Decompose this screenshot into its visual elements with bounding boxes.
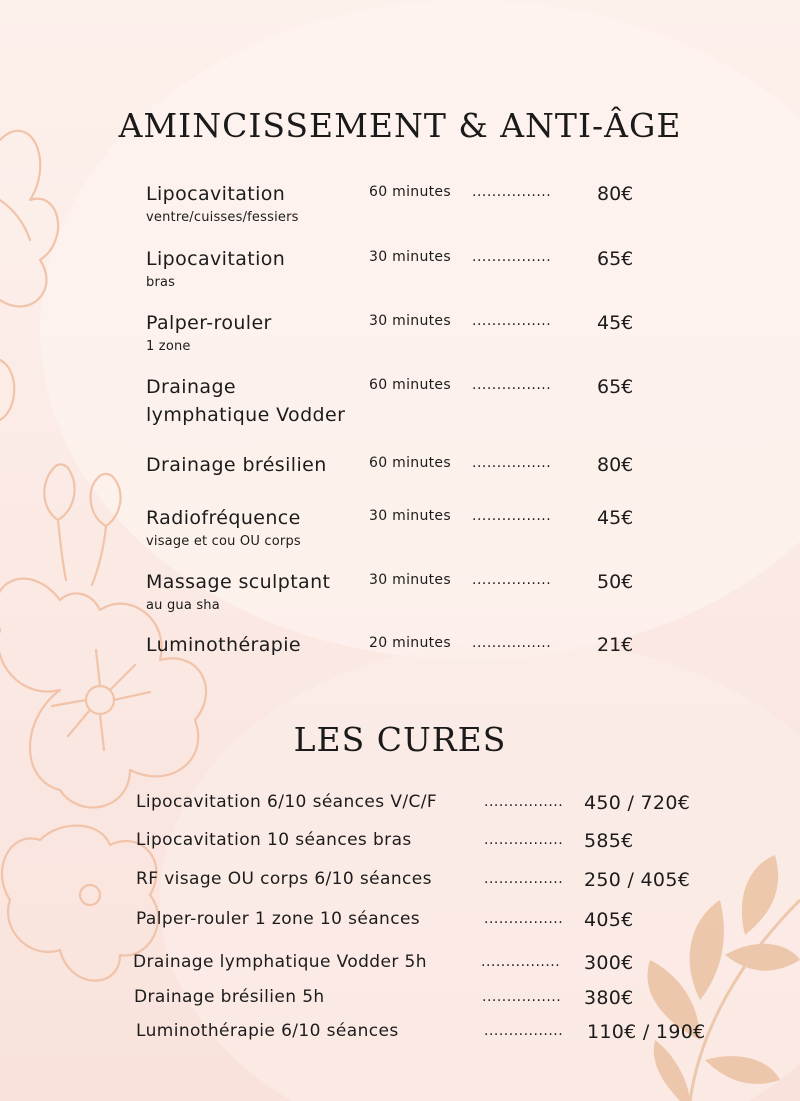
cure-name: Luminothérapie 6/10 séances bbox=[136, 1021, 399, 1041]
cure-price: 585€ bbox=[584, 830, 634, 852]
dot-leader: ................ bbox=[484, 1023, 564, 1039]
cure-row bbox=[0, 985, 800, 1015]
treatment-subtitle: visage et cou OU corps bbox=[146, 534, 301, 549]
cure-row bbox=[0, 907, 800, 937]
dot-leader: ................ bbox=[472, 455, 552, 471]
treatment-row bbox=[0, 309, 800, 369]
cure-row bbox=[0, 867, 800, 897]
dot-leader: ................ bbox=[472, 313, 552, 329]
treatment-duration: 60 minutes bbox=[369, 184, 451, 200]
section-title-amincissement: AMINCISSEMENT & ANTI-ÂGE bbox=[118, 106, 682, 145]
section-title-cures: LES CURES bbox=[293, 720, 507, 759]
cure-row bbox=[0, 790, 800, 820]
treatment-subtitle: ventre/cuisses/fessiers bbox=[146, 210, 299, 225]
treatment-row bbox=[0, 373, 800, 433]
treatment-name: Lipocavitation bbox=[146, 183, 286, 205]
treatment-price: 45€ bbox=[597, 312, 634, 334]
dot-leader: ................ bbox=[484, 794, 564, 810]
treatment-price: 50€ bbox=[597, 571, 634, 593]
cure-name: Drainage brésilien 5h bbox=[134, 987, 325, 1007]
treatment-name: Luminothérapie bbox=[146, 634, 302, 656]
treatment-name: Drainage brésilien bbox=[146, 454, 327, 476]
dot-leader: ................ bbox=[472, 635, 552, 651]
cure-name: RF visage OU corps 6/10 séances bbox=[136, 869, 432, 889]
treatment-subtitle: 1 zone bbox=[146, 339, 191, 354]
dot-leader: ................ bbox=[481, 954, 561, 970]
dot-leader: ................ bbox=[482, 989, 562, 1005]
treatment-row bbox=[0, 568, 800, 628]
dot-leader: ................ bbox=[484, 911, 564, 927]
treatment-row bbox=[0, 180, 800, 240]
treatment-row bbox=[0, 631, 800, 691]
dot-leader: ................ bbox=[472, 377, 552, 393]
treatment-name: Palper-rouler bbox=[146, 312, 272, 334]
treatment-duration: 20 minutes bbox=[369, 635, 451, 651]
cure-name: Lipocavitation 10 séances bras bbox=[136, 830, 412, 850]
cure-row bbox=[0, 828, 800, 858]
cure-price: 110€ / 190€ bbox=[587, 1021, 706, 1043]
treatment-price: 45€ bbox=[597, 507, 634, 529]
cure-price: 450 / 720€ bbox=[584, 792, 691, 814]
cure-price: 300€ bbox=[584, 952, 634, 974]
dot-leader: ................ bbox=[472, 249, 552, 265]
cure-row bbox=[0, 1019, 800, 1049]
treatment-name: Lipocavitation bbox=[146, 248, 286, 270]
cure-name: Palper-rouler 1 zone 10 séances bbox=[136, 909, 421, 929]
treatment-name: Massage sculptant bbox=[146, 571, 331, 593]
treatment-subtitle: bras bbox=[146, 275, 176, 290]
treatment-duration: 60 minutes bbox=[369, 455, 451, 471]
treatment-row bbox=[0, 504, 800, 564]
cure-name: Lipocavitation 6/10 séances V/C/F bbox=[136, 792, 438, 812]
treatment-name: Radiofréquence bbox=[146, 507, 301, 529]
treatment-duration: 30 minutes bbox=[369, 249, 451, 265]
treatment-price: 80€ bbox=[597, 183, 634, 205]
treatment-duration: 60 minutes bbox=[369, 377, 451, 393]
dot-leader: ................ bbox=[484, 871, 564, 887]
dot-leader: ................ bbox=[472, 184, 552, 200]
treatment-row bbox=[0, 451, 800, 511]
cure-price: 250 / 405€ bbox=[584, 869, 691, 891]
treatment-price: 65€ bbox=[597, 248, 634, 270]
treatment-row bbox=[0, 245, 800, 305]
cure-row bbox=[0, 950, 800, 980]
cure-name: Drainage lymphatique Vodder 5h bbox=[133, 952, 427, 972]
treatment-price: 21€ bbox=[597, 634, 634, 656]
treatment-subtitle: au gua sha bbox=[146, 598, 220, 613]
cure-price: 405€ bbox=[584, 909, 634, 931]
dot-leader: ................ bbox=[484, 832, 564, 848]
treatment-duration: 30 minutes bbox=[369, 572, 451, 588]
cure-price: 380€ bbox=[584, 987, 634, 1009]
treatment-price: 80€ bbox=[597, 454, 634, 476]
dot-leader: ................ bbox=[472, 508, 552, 524]
dot-leader: ................ bbox=[472, 572, 552, 588]
treatment-name: Drainage lymphatique Vodder bbox=[146, 376, 346, 426]
treatment-duration: 30 minutes bbox=[369, 508, 451, 524]
treatment-price: 65€ bbox=[597, 376, 634, 398]
treatment-duration: 30 minutes bbox=[369, 313, 451, 329]
